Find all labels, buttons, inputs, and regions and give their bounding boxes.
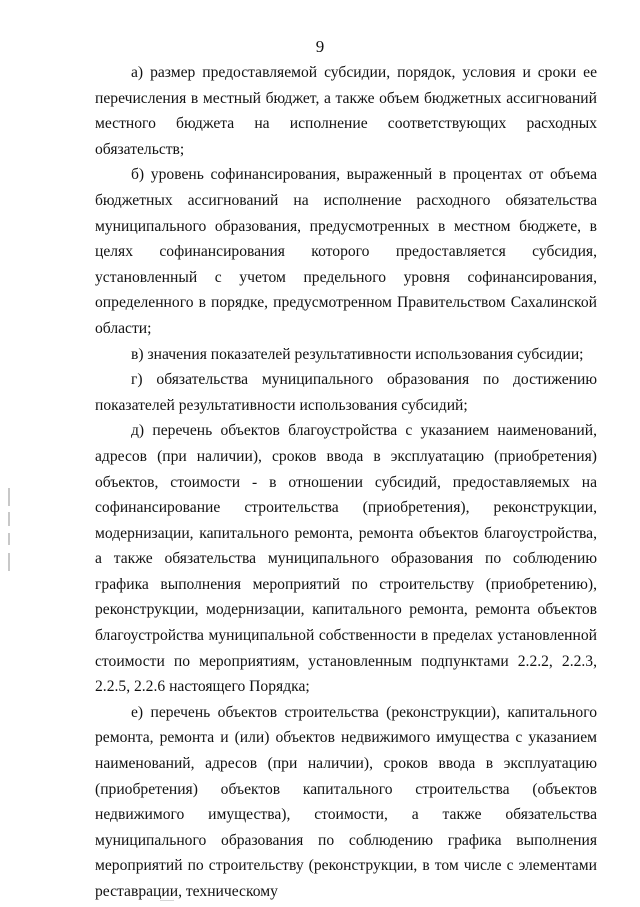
scan-bottom-mark — [160, 900, 174, 901]
paragraph-a: а) размер предоставляемой субсидии, порядок, условия и сроки ее перечисления в местный бюджет, а также объем бюджетных ассигнований местного бюджета на исполнение соответствующих расходных обязательств; — [95, 64, 597, 158]
scan-edge-mark — [8, 512, 10, 526]
paragraph-d: д) перечень объектов благоустройства с указанием наименований, адресов (при наличии), сроков ввода в эксплуатацию (приобретения) объектов, стоимости - в отношении субсидий, предоставляемых на софинансирование строительства (приобретения), реконструкции, модернизации, капитального ремонта, ремонта объектов благоустройства, а также обязательства муниципального образования по соблюдению графика выполнения мероприятий по строительству (приобретению), реконструкции, модернизации, капитального ремонта, ремонта объектов благоустройства муниципальной собственности в пределах установленной стоимости по мероприятиям, установленным подпунктами 2.2.2, 2.2.3, 2.2.5, 2.2.6 настоящего Порядка; — [95, 422, 597, 696]
scan-edge-mark — [8, 533, 10, 545]
paragraph-v: в) значения показателей результативности использования субсидии; — [131, 345, 584, 363]
scan-edge-mark — [8, 553, 10, 571]
paragraph-g: г) обязательства муниципального образования по достижению показателей результативности использования субсидий; — [95, 371, 597, 414]
scan-edge-mark — [8, 488, 10, 506]
page-number: 9 — [315, 37, 325, 56]
paragraph-e: е) перечень объектов строительства (реконструкции), капитального ремонта, ремонта и (или) объектов недвижимого имущества с указанием наименований, адресов (при наличии), сроков ввода в эксплуатацию (приобретения) объектов капитального строительства (объектов недвижимого имущества), стоимости, а также обязательства муниципального образования по соблюдению графика выполнения мероприятий по строительству (реконструкции, в том числе с элементами реставрации, техническому — [95, 703, 597, 900]
document-body — [95, 60, 597, 905]
paragraph-b: б) уровень софинансирования, выраженный в процентах от объема бюджетных ассигнований на исполнение расходного обязательства муниципального образования, предусмотренных в местном бюджете, в целях софинансирования которого предоставляется субсидия, установленный с учетом предельного уровня софинансирования, определенного в порядке, предусмотренном Правительством Сахалинской области; — [95, 166, 597, 337]
